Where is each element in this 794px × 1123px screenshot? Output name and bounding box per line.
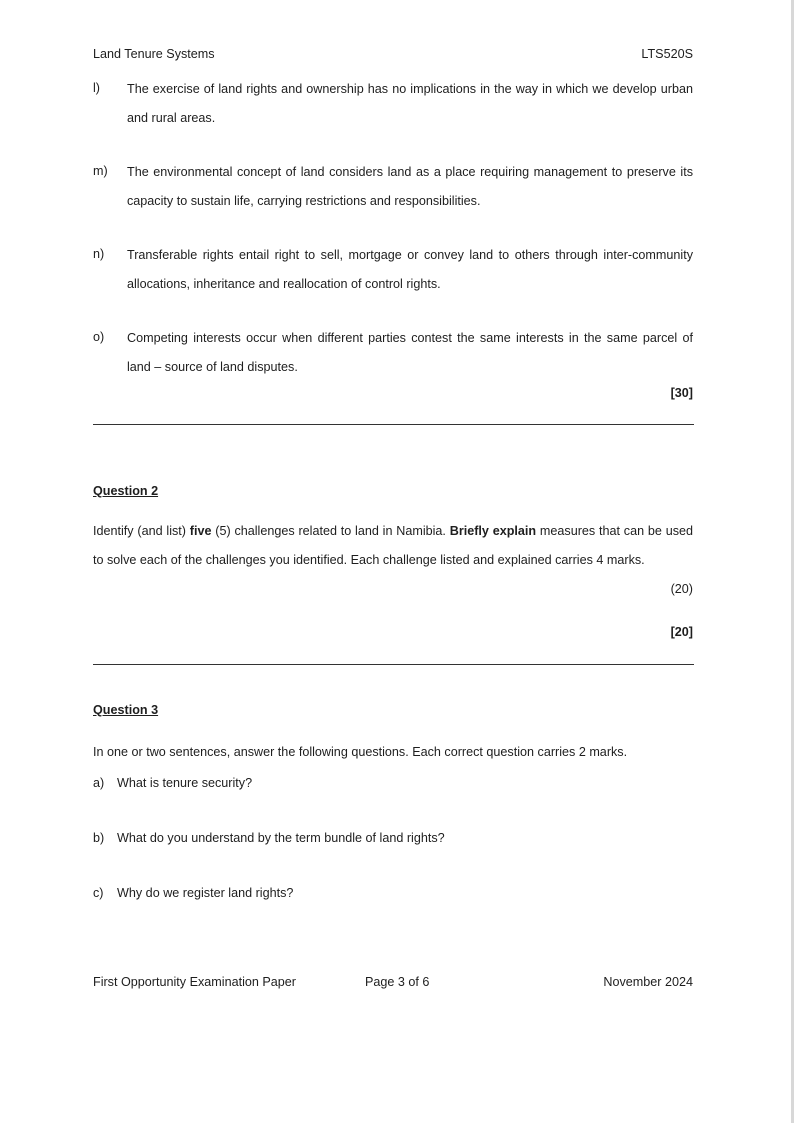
item-text: The environmental concept of land considers land as a place requiring management to preserve its capacity to sustain life, carrying restrictions and responsibilities. bbox=[127, 165, 693, 208]
item-text: What is tenure security? bbox=[117, 776, 253, 790]
question-item-m bbox=[93, 158, 693, 215]
q1-total-marks: [30] bbox=[670, 386, 693, 400]
question-item-o bbox=[93, 324, 693, 381]
question-item-n bbox=[93, 241, 693, 298]
footer-paper: First Opportunity Examination Paper bbox=[93, 975, 296, 989]
emphasis: five bbox=[189, 524, 212, 538]
question-3-heading: Question 3 bbox=[93, 703, 159, 717]
item-text: Transferable rights entail right to sell, mortgage or convey land to others through inter-community allocations, inheritance and reallocation of control rights. bbox=[127, 248, 693, 291]
item-label: n) bbox=[93, 247, 105, 261]
question-2-heading: Question 2 bbox=[93, 484, 159, 498]
item-text: Competing interests occur when different parties contest the same interests in the same parcel of land – source of land disputes. bbox=[127, 331, 693, 374]
text: measures that can be used to solve each of the challenges you identified. Each challenge listed and explained carries 4 marks. bbox=[93, 524, 693, 567]
footer-page-number: Page 3 of 6 bbox=[365, 975, 430, 989]
text: (5) challenges related to land in Namibia. bbox=[211, 524, 450, 538]
text: Identify (and list) bbox=[93, 524, 190, 538]
item-label: m) bbox=[93, 164, 108, 178]
question-item-l bbox=[93, 75, 693, 132]
item-label: l) bbox=[93, 81, 100, 95]
emphasis: Briefly explain bbox=[449, 524, 537, 538]
question-3-intro: In one or two sentences, answer the following questions. Each correct question carries 2 marks. bbox=[93, 745, 628, 759]
question-2-text bbox=[93, 517, 693, 575]
header-code: LTS520S bbox=[641, 47, 693, 61]
item-text: The exercise of land rights and ownership has no implications in the way in which we develop urban and rural areas. bbox=[127, 82, 693, 125]
footer-date: November 2024 bbox=[603, 975, 693, 989]
item-label: b) bbox=[93, 831, 105, 845]
header-course: Land Tenure Systems bbox=[93, 47, 215, 61]
question-3-item-a bbox=[93, 776, 252, 790]
question-3-item-b bbox=[93, 831, 445, 845]
item-label: o) bbox=[93, 330, 105, 344]
q2-total-marks: [20] bbox=[670, 625, 693, 639]
item-text: Why do we register land rights? bbox=[117, 886, 294, 900]
question-2-marks: (20) bbox=[670, 582, 693, 596]
divider bbox=[93, 664, 694, 665]
divider bbox=[93, 424, 694, 425]
item-label: a) bbox=[93, 776, 105, 790]
item-label: c) bbox=[93, 886, 104, 900]
question-3-item-c bbox=[93, 886, 293, 900]
item-text: What do you understand by the term bundle of land rights? bbox=[117, 831, 445, 845]
